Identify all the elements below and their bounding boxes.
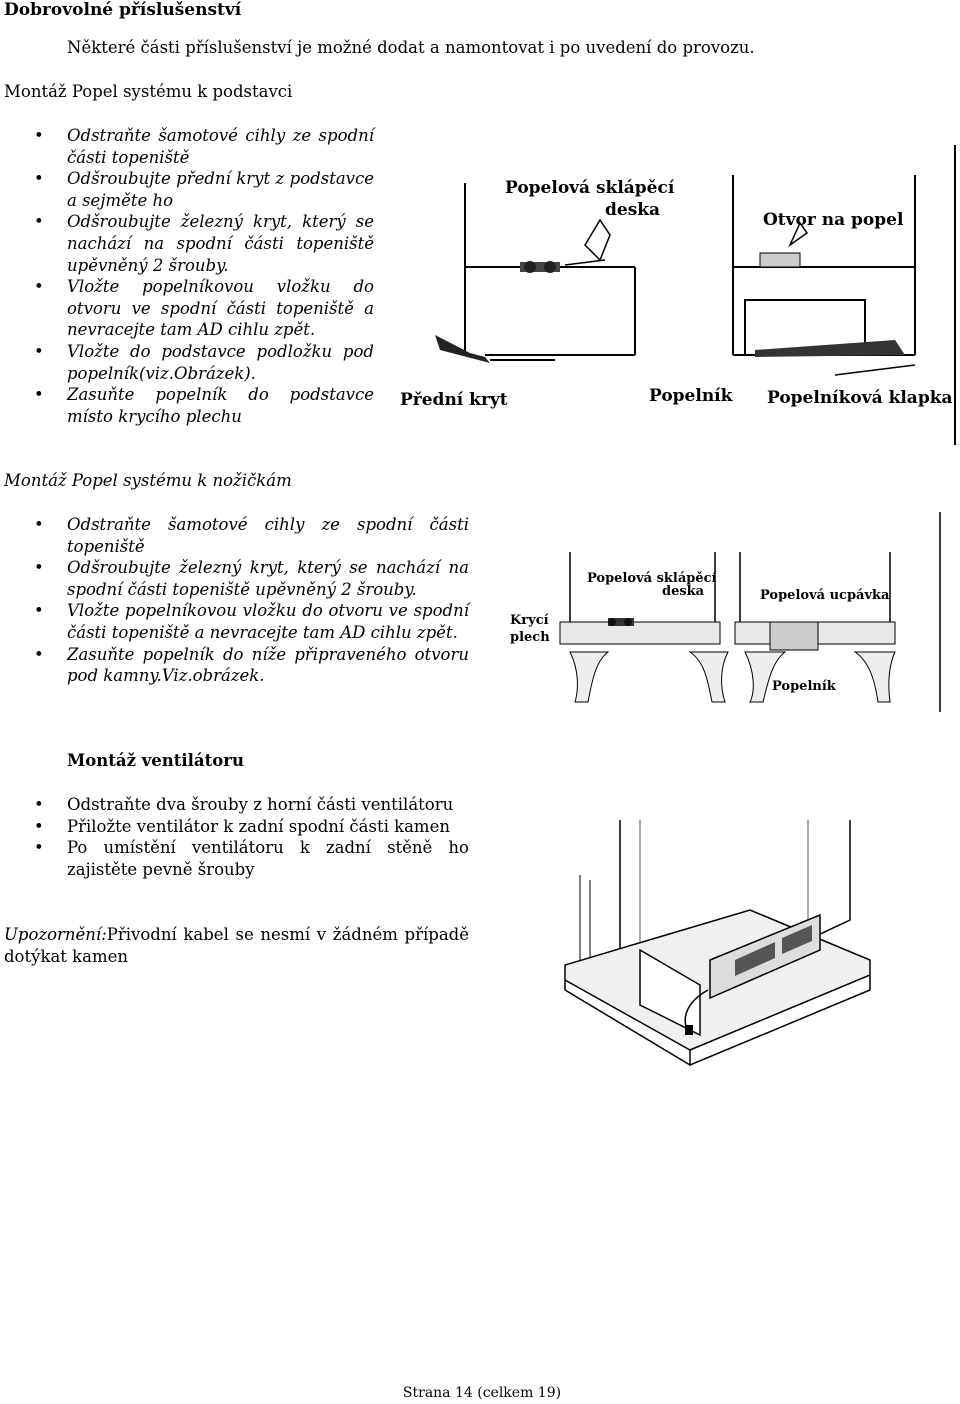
label-cover-2: plech bbox=[510, 630, 550, 645]
bullet-icon: • bbox=[34, 169, 44, 189]
ash-system-base-diagram bbox=[395, 135, 960, 445]
label-flap: Popelová sklápěcí bbox=[505, 178, 675, 198]
bullet-icon: • bbox=[34, 341, 44, 361]
bullet-icon: • bbox=[34, 515, 44, 534]
label-cover-1: Krycí bbox=[510, 613, 549, 628]
list-item: • Vložte popelníkovou vložku do otvoru ve spodní části topeniště a nevracejte tam AD cihlu zpět. bbox=[34, 277, 374, 340]
bullet-icon: • bbox=[34, 385, 44, 405]
warning-text: Přivodní kabel se nesmí v žádném případě dotýkat kamen bbox=[4, 925, 469, 966]
section2-title: Montáž Popel systému k nožičkám bbox=[4, 471, 292, 490]
bullet-icon: • bbox=[34, 558, 44, 578]
list-item: • Odšroubujte železný kryt, který se nachází na spodní části topeniště upěvněný 2 šrouby. bbox=[34, 558, 469, 599]
list-item: • Zasuňte popelník do podstavce místo krycího plechu bbox=[34, 385, 374, 426]
bullet-icon: • bbox=[34, 601, 44, 621]
page-footer: Strana 14 (celkem 19) bbox=[402, 1385, 562, 1401]
label-front-cover: Přední kryt bbox=[400, 390, 508, 410]
label-ash-flap: Popelníková klapka bbox=[767, 388, 953, 408]
page-heading: Dobrovolné příslušenství bbox=[4, 0, 242, 20]
section3-list bbox=[4, 794, 469, 880]
bullet-icon: • bbox=[34, 212, 44, 232]
list-item: • Zasuňte popelník do níže připraveného otvoru pod kamny.Viz.obrázek. bbox=[34, 644, 469, 686]
list-item: • Odstraňte dva šrouby z horní části ventilátoru bbox=[34, 795, 454, 814]
label-hole: Otvor na popel bbox=[763, 210, 904, 230]
list-item: • Přiložte ventilátor k zadní spodní části kamen bbox=[34, 816, 450, 836]
bullet-icon: • bbox=[34, 277, 44, 297]
list-item: • Po umístění ventilátoru k zadní stěně ho zajistěte pevně šrouby bbox=[34, 838, 469, 879]
bullet-icon: • bbox=[34, 795, 44, 814]
list-item: • Vložte do podstavce podložku pod popelník(viz.Obrázek). bbox=[34, 341, 374, 383]
label-plug: Popelová ucpávka bbox=[760, 588, 890, 603]
label-ashtray: Popelník bbox=[649, 386, 733, 406]
bullet-icon: • bbox=[34, 644, 44, 664]
section1-title: Montáž Popel systému k podstavci bbox=[4, 82, 293, 101]
section1-list bbox=[4, 125, 374, 427]
label-flap-2: deska bbox=[662, 584, 705, 599]
list-item: • Odstraňte šamotové cihly ze spodní části topeniště bbox=[34, 515, 469, 556]
label-ashtray: Popelník bbox=[772, 679, 836, 694]
list-item: • Vložte popelníkovou vložku do otvoru ve spodní části topeniště a nevracejte tam AD cihlu zpět. bbox=[34, 601, 469, 642]
bullet-icon: • bbox=[34, 816, 44, 836]
fan-installation-illustration bbox=[560, 820, 880, 1070]
list-item: • Odstraňte šamotové cihly ze spodní části topeniště bbox=[34, 126, 374, 167]
section3-title: Montáž ventilátoru bbox=[67, 751, 244, 770]
bullet-icon: • bbox=[34, 126, 44, 145]
label-flap-2: deska bbox=[605, 200, 661, 220]
list-item: • Odšroubujte přední kryt z podstavce a sejměte ho bbox=[34, 169, 374, 210]
warning-label: Upozornění: bbox=[4, 925, 107, 944]
bullet-icon: • bbox=[34, 838, 44, 858]
section2-list bbox=[4, 514, 469, 687]
ash-system-legs-diagram bbox=[500, 512, 945, 712]
intro-text: Některé části příslušenství je možné dodat a namontovat i po uvedení do provozu. bbox=[67, 38, 755, 57]
list-item: • Odšroubujte železný kryt, který se nachází na spodní části topeniště upěvněný 2 šrouby. bbox=[34, 212, 374, 275]
warning-note bbox=[4, 924, 469, 967]
label-flap: Popelová sklápěcí bbox=[587, 571, 717, 586]
